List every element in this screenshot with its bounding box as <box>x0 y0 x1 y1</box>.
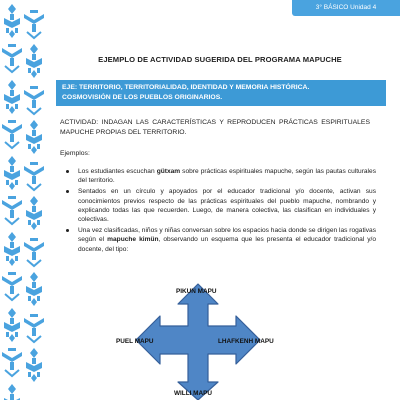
item-text: Una vez clasificadas, niños y niñas conversan sobre los espacios hacia donde se dirigen las rogativas según el <box>78 227 376 244</box>
examples-label: Ejemplos: <box>60 150 90 157</box>
list-item <box>60 167 376 185</box>
bullet-icon <box>66 170 69 173</box>
item-bold-term: gütxam <box>156 168 181 175</box>
label-willi-mapu: WILLI MAPU <box>174 390 212 397</box>
label-lhafkenh-mapu: LHAFKENH MAPU <box>218 338 274 345</box>
banner-line-1: EJE: TERRITORIO, TERRITORIALIDAD, IDENTIDAD Y MEMORIA HISTÓRICA. <box>62 84 310 91</box>
banner-line-2: COSMOVISIÓN DE LOS PUEBLOS ORIGINARIOS. <box>62 93 223 101</box>
item-text: Los estudiantes escuchan <box>78 168 157 175</box>
label-puel-mapu: PUEL MAPU <box>116 338 154 345</box>
list-item <box>60 226 376 254</box>
directions-diagram <box>108 282 288 400</box>
list-item <box>60 187 376 224</box>
activity-text: ACTIVIDAD: INDAGAN LAS CARACTERÍSTICAS Y REPRODUCEN PRÁCTICAS ESPIRITUALES MAPUCHE PROPIAS DEL TERRITORIO. <box>60 119 370 136</box>
unit-tab: 3° BÁSICO Unidad 4 <box>292 0 400 16</box>
bullet-icon <box>66 229 69 232</box>
item-text: , observando un esquema que les presenta el educador tradicional y/o docente, del tipo: <box>78 236 377 253</box>
mapuche-pattern-icon <box>0 0 48 400</box>
item-bold-term: mapuche kimün <box>107 236 159 244</box>
decorative-sidebar <box>0 0 48 400</box>
examples-list <box>60 167 376 256</box>
page-title: EJEMPLO DE ACTIVIDAD SUGERIDA DEL PROGRAMA MAPUCHE <box>98 55 342 64</box>
label-pikun-mapu: PIKUN MAPU <box>176 288 217 295</box>
item-text: sobre prácticas espirituales mapuche, según las pautas culturales del territorio. <box>78 168 376 185</box>
axis-banner <box>56 80 386 106</box>
bullet-icon <box>66 190 69 193</box>
item-text: Sentados en un círculo y apoyados por el educador tradicional y/o docente, activan sus conocimientos previos respecto de las prácticas espirituales del pueblo mapuche, nombrando y explicando todas las que recuerden. Luego, de manera colectiva, las clasifican en individuales y colectivas. <box>78 188 376 224</box>
